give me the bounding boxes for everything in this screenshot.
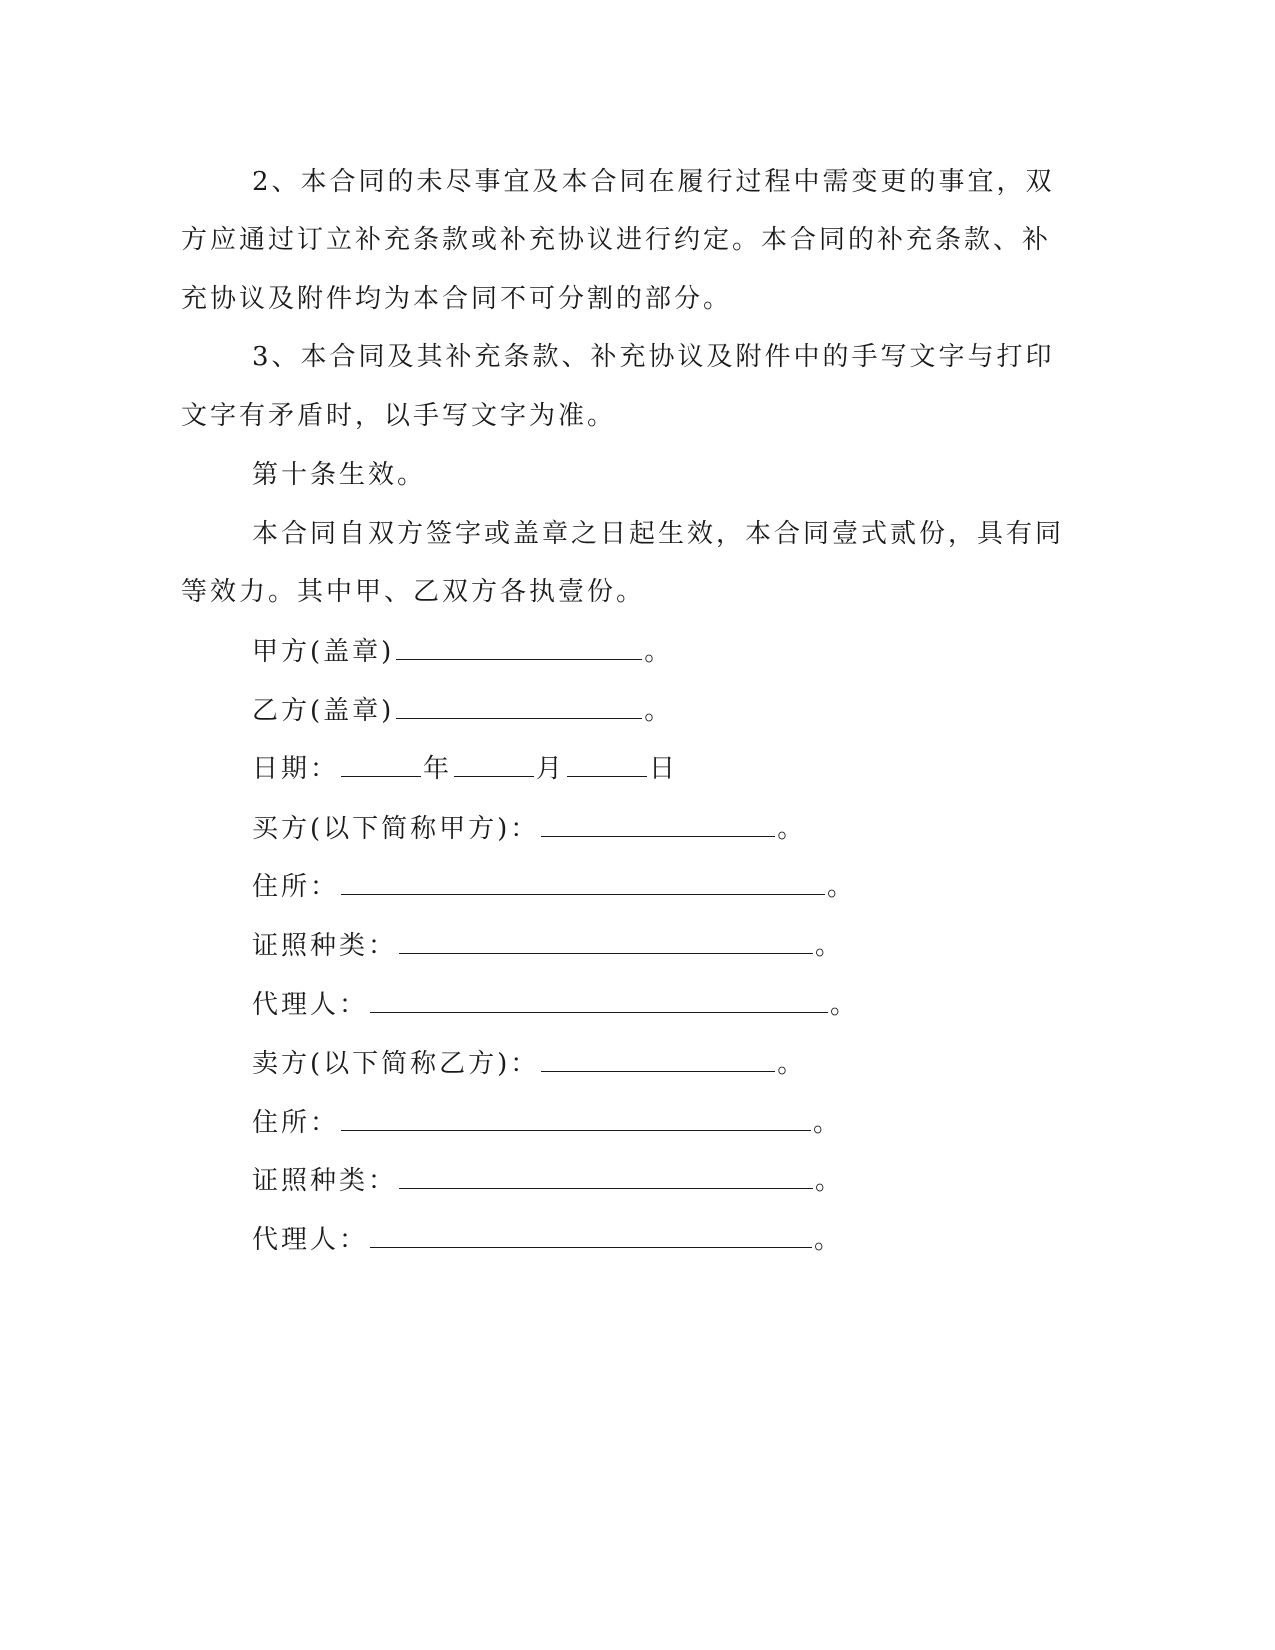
paragraph-line: 方应通过订立补充条款或补充协议进行约定。本合同的补充条款、补 bbox=[181, 225, 1052, 255]
seller-blank[interactable] bbox=[541, 1047, 775, 1072]
paragraph-line: 文字有矛盾时，以手写文字为准。 bbox=[181, 401, 617, 431]
paragraph-line: 3、本合同及其补充条款、补充协议及附件中的手写文字与打印 bbox=[252, 342, 1055, 372]
seller-id-type-blank[interactable] bbox=[399, 1164, 813, 1189]
buyer-address-label: 住所： bbox=[252, 872, 340, 902]
month-blank[interactable] bbox=[454, 752, 534, 777]
period: 。 bbox=[777, 1049, 807, 1079]
party-b-blank[interactable] bbox=[396, 694, 642, 719]
day-label: 日 bbox=[649, 754, 679, 784]
article-heading: 第十条生效。 bbox=[252, 460, 427, 490]
seller-address-line bbox=[252, 1106, 842, 1139]
seller-line bbox=[252, 1047, 806, 1080]
seller-id-type-line bbox=[252, 1164, 844, 1197]
seller-agent-label: 代理人： bbox=[252, 1225, 369, 1255]
seller-id-type-label: 证照种类： bbox=[252, 1166, 398, 1196]
paragraph-line: 2、本合同的未尽事宜及本合同在履行过程中需变更的事宜，双 bbox=[252, 167, 1055, 197]
buyer-line bbox=[252, 812, 806, 845]
buyer-agent-line bbox=[252, 988, 859, 1021]
period: 。 bbox=[777, 814, 807, 844]
period: 。 bbox=[813, 1108, 843, 1138]
day-blank[interactable] bbox=[567, 752, 647, 777]
period: 。 bbox=[644, 637, 674, 667]
party-a-blank[interactable] bbox=[396, 635, 642, 660]
paragraph-line: 充协议及附件均为本合同不可分割的部分。 bbox=[181, 284, 733, 314]
paragraph-line: 等效力。其中甲、乙双方各执壹份。 bbox=[181, 577, 646, 607]
date-label: 日期： bbox=[252, 754, 340, 784]
period: 。 bbox=[644, 696, 674, 726]
seller-label: 卖方(以下简称乙方)： bbox=[252, 1049, 540, 1079]
month-label: 月 bbox=[536, 754, 566, 784]
buyer-blank[interactable] bbox=[541, 812, 775, 837]
period: 。 bbox=[814, 1225, 844, 1255]
buyer-label: 买方(以下简称甲方)： bbox=[252, 814, 540, 844]
paragraph-line: 本合同自双方签字或盖章之日起生效，本合同壹式贰份，具有同 bbox=[252, 519, 1065, 549]
year-label: 年 bbox=[423, 754, 453, 784]
period: 。 bbox=[815, 1166, 845, 1196]
year-blank[interactable] bbox=[341, 752, 421, 777]
period: 。 bbox=[827, 872, 857, 902]
buyer-id-type-blank[interactable] bbox=[399, 929, 813, 954]
seller-agent-line bbox=[252, 1223, 843, 1256]
buyer-agent-blank[interactable] bbox=[370, 988, 828, 1013]
period: 。 bbox=[815, 931, 845, 961]
seller-agent-blank[interactable] bbox=[370, 1223, 812, 1248]
party-a-seal-line bbox=[252, 635, 673, 668]
date-line bbox=[252, 752, 678, 785]
buyer-id-type-line bbox=[252, 929, 844, 962]
buyer-address-blank[interactable] bbox=[341, 870, 825, 895]
party-b-label: 乙方(盖章) bbox=[252, 696, 395, 726]
buyer-agent-label: 代理人： bbox=[252, 990, 369, 1020]
buyer-address-line bbox=[252, 870, 856, 903]
party-a-label: 甲方(盖章) bbox=[252, 637, 395, 667]
seller-address-label: 住所： bbox=[252, 1108, 340, 1138]
seller-address-blank[interactable] bbox=[341, 1106, 811, 1131]
party-b-seal-line bbox=[252, 694, 673, 727]
period: 。 bbox=[830, 990, 860, 1020]
buyer-id-type-label: 证照种类： bbox=[252, 931, 398, 961]
